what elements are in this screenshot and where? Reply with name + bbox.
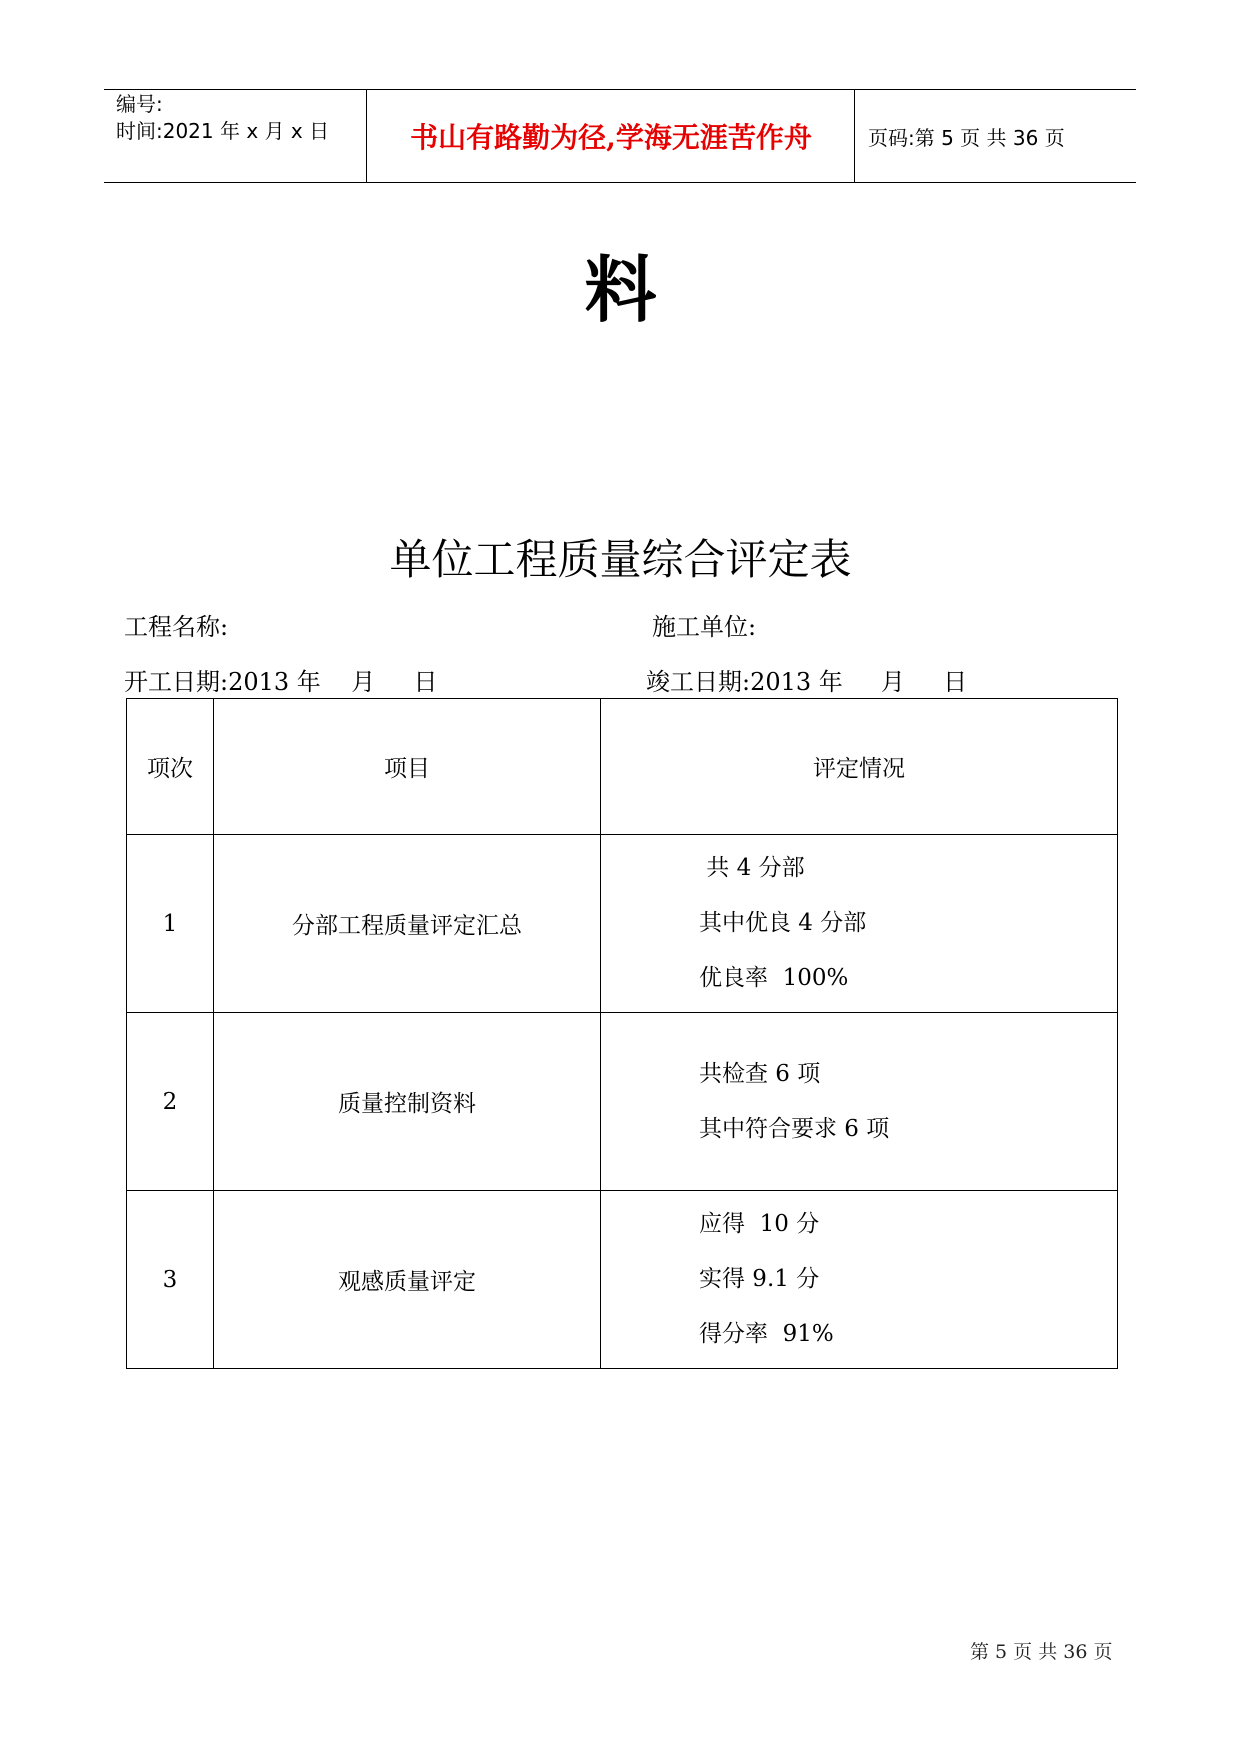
row-number: 3 [127, 1191, 214, 1369]
page-header [104, 89, 1136, 183]
start-date-field: 开工日期:2013 年 月 日 [124, 668, 438, 696]
header-motto: 书山有路勤为径,学海无涯苦作舟 [368, 90, 855, 182]
evaluation-line: 共 4 分部 [699, 855, 805, 881]
evaluation-line: 其中优良 4 分部 [699, 910, 867, 936]
row-item: 质量控制资料 [214, 1013, 601, 1191]
row-item: 分部工程质量评定汇总 [214, 835, 601, 1013]
time-label: 时间:2021 年 x 月 x 日 [116, 119, 330, 143]
header-meta [104, 90, 367, 182]
evaluation-line: 应得 10 分 [699, 1211, 820, 1237]
evaluation-line: 共检查 6 项 [699, 1060, 821, 1087]
row-number: 2 [127, 1013, 214, 1191]
large-character: 料 [584, 247, 657, 332]
page-footer: 第 5 页 共 36 页 [970, 1641, 1113, 1663]
row-evaluation [601, 835, 1118, 1013]
row-item: 观感质量评定 [214, 1191, 601, 1369]
header-page-number: 页码:第 5 页 共 36 页 [868, 125, 1065, 150]
row-number: 1 [127, 835, 214, 1013]
table-row [127, 835, 1118, 1013]
project-name-field: 工程名称: [124, 613, 229, 641]
table-header-row [127, 699, 1118, 835]
document-title: 单位工程质量综合评定表 [389, 535, 852, 584]
evaluation-table [126, 698, 1118, 1369]
evaluation-line: 其中符合要求 6 项 [699, 1115, 890, 1142]
evaluation-line: 得分率 91% [699, 1321, 834, 1347]
row-evaluation [601, 1191, 1118, 1369]
column-header-no: 项次 [127, 699, 214, 835]
table-row [127, 1191, 1118, 1369]
evaluation-line: 实得 9.1 分 [699, 1266, 820, 1292]
table-row [127, 1013, 1118, 1191]
column-header-item: 项目 [214, 699, 601, 835]
number-label: 编号: [116, 92, 163, 116]
construction-unit-field: 施工单位: [652, 613, 757, 641]
end-date-field: 竣工日期:2013 年 月 日 [646, 668, 968, 696]
evaluation-line: 优良率 100% [699, 965, 849, 991]
column-header-evaluation: 评定情况 [601, 699, 1118, 835]
row-evaluation [601, 1013, 1118, 1191]
